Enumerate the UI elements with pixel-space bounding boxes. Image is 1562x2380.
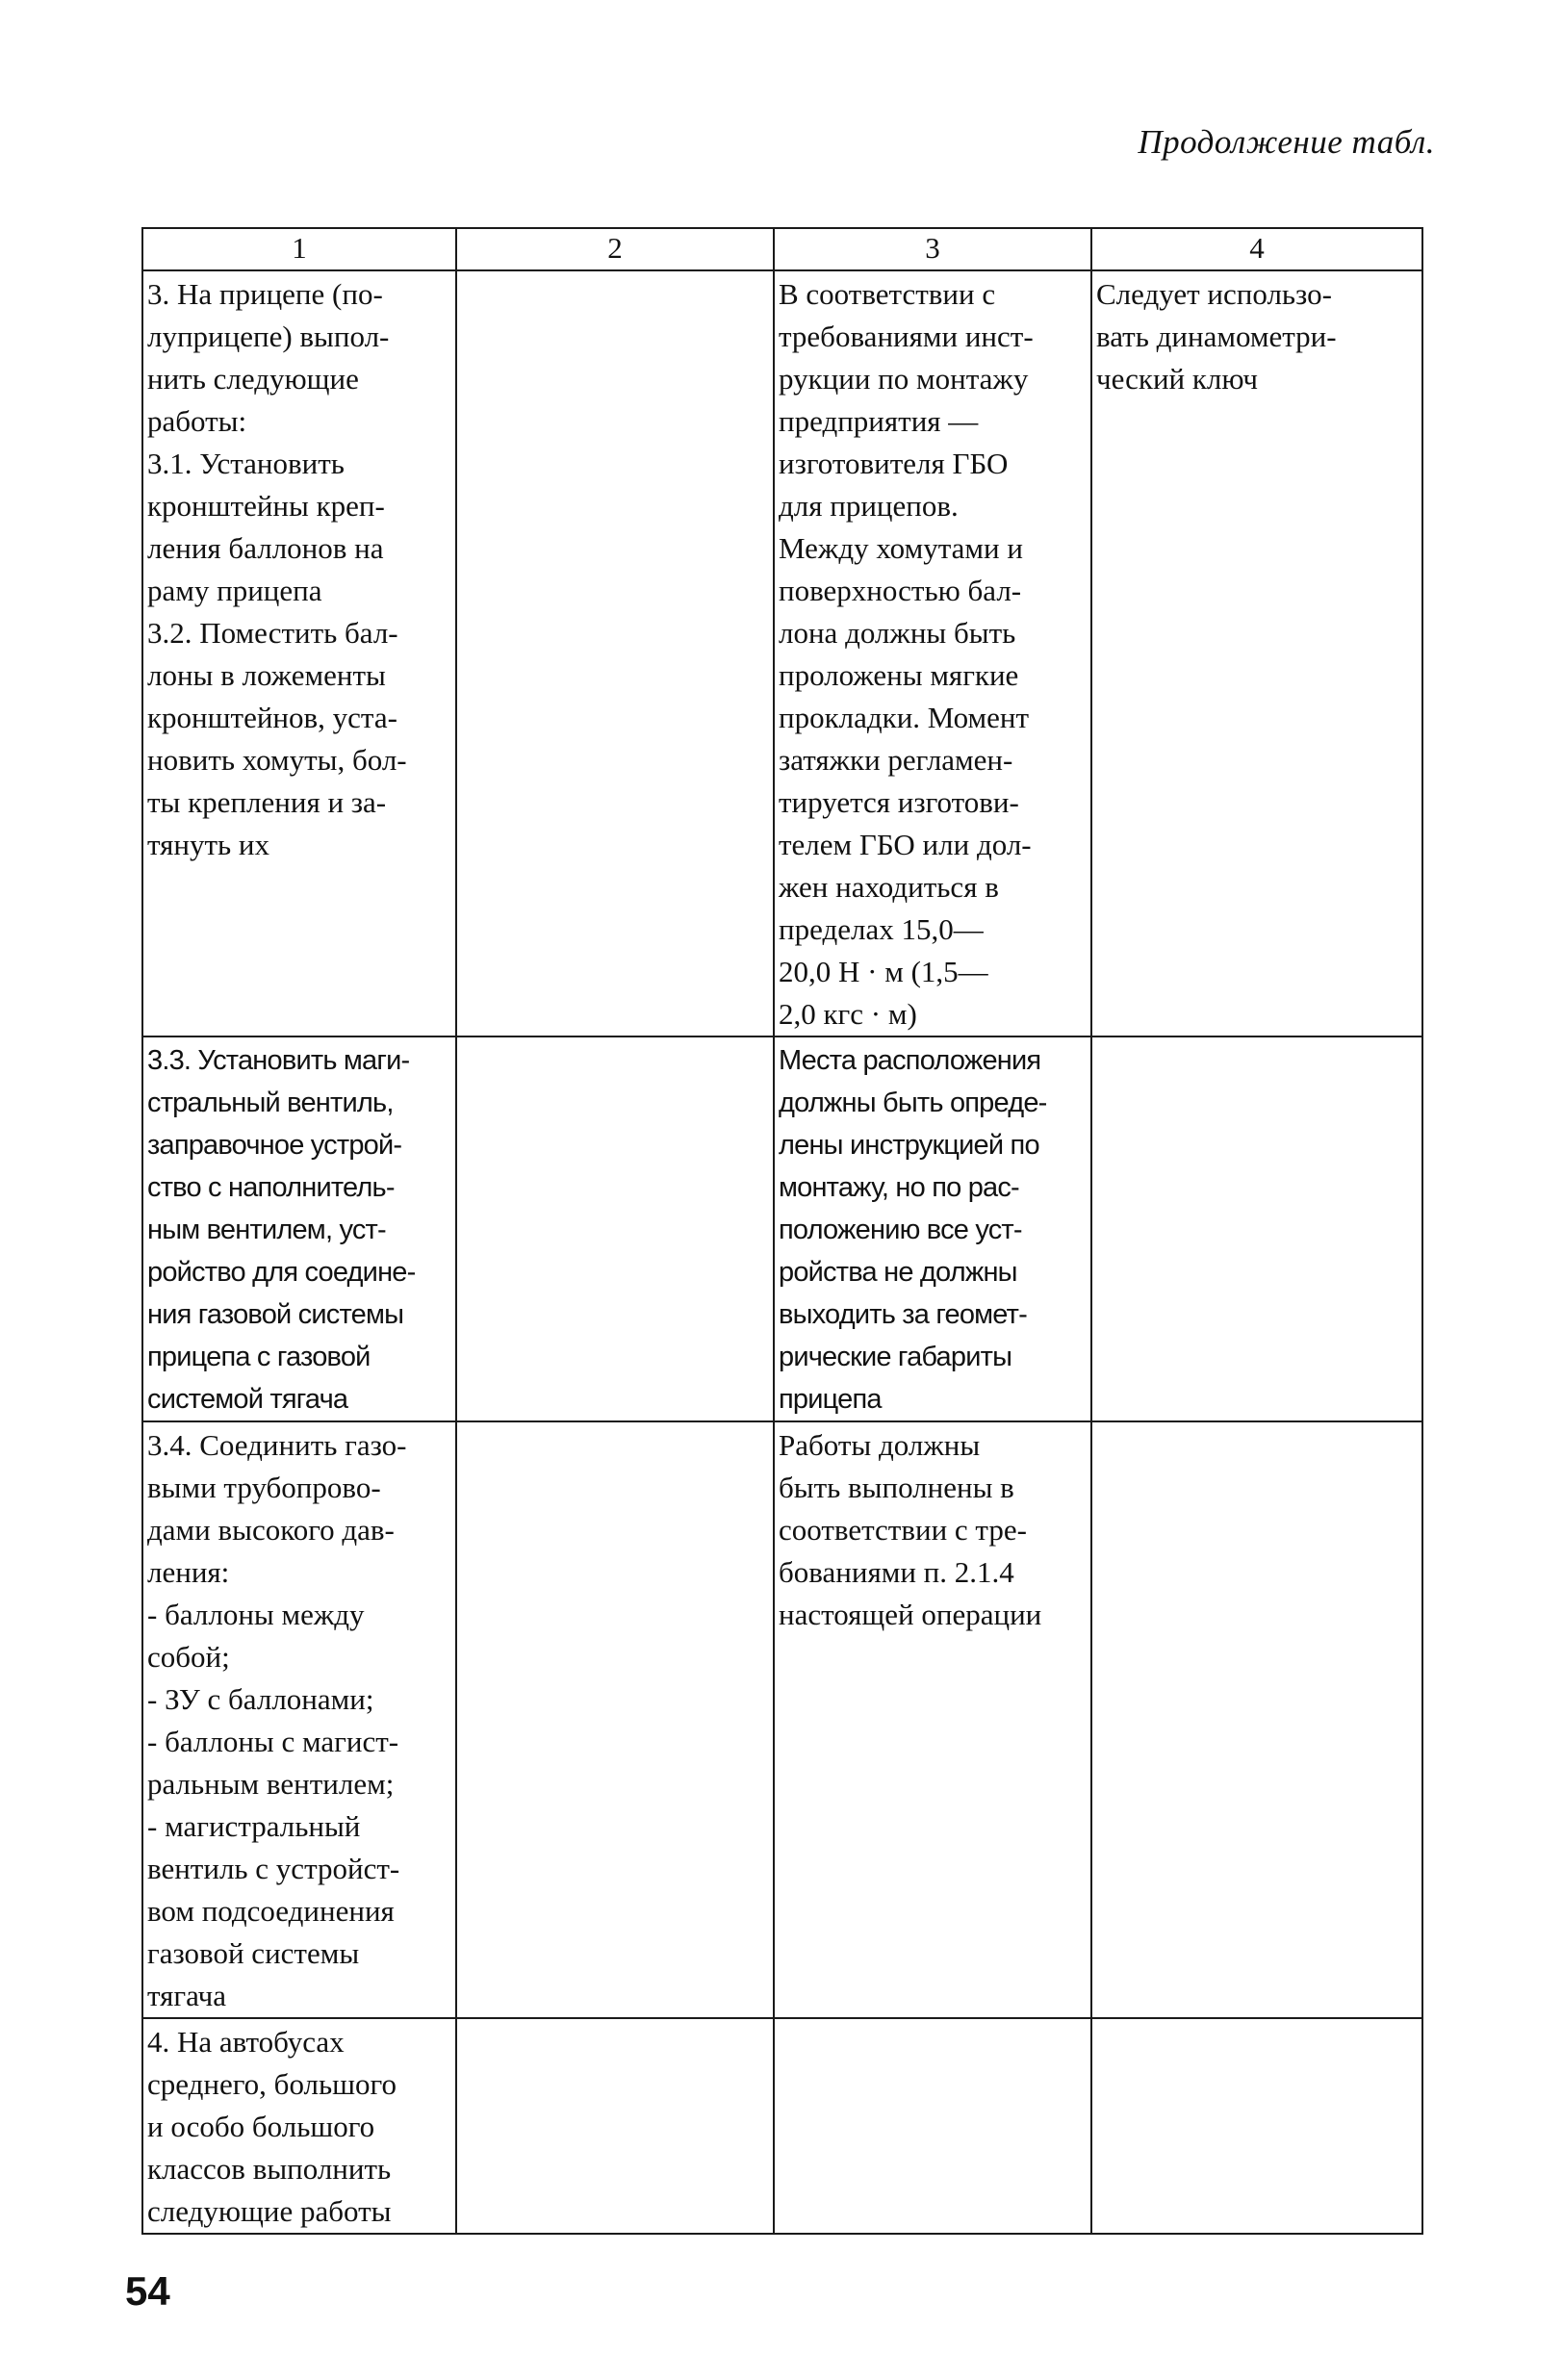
header-col-3: 3 [774,228,1091,270]
operation-cell: 3.3. Установить маги- стральный вентиль, заправочное устрой- ство с наполнитель- ным вентилем, уст- ройство для соедине- ния газовой системы прицепа с газовой системой тягача [142,1036,456,1421]
operations-table [141,227,1423,2235]
requirements-cell: Работы должны быть выполнены в соответствии с тре- бованиями п. 2.1.4 настоящей операции [774,1421,1091,2018]
operation-cell: 3.4. Соединить газо- выми трубопрово- дами высокого дав- ления: - баллоны между собой; - ЗУ с баллонами; - баллоны с магист- ральным вентилем; - магистральный вентиль с устройст- вом подсоединения газовой системы тягача [142,1421,456,2018]
notes-cell [1091,1421,1422,2018]
table-row [142,270,1422,1036]
operation-cell: 3. На прицепе (по- луприцепе) выпол- нить следующие работы: 3.1. Установить кронштейны креп- ления баллонов на раму прицепа 3.2. Поместить бал- лоны в ложементы кронштейнов, уста- новить хомуты, бол- ты крепления и за- тянуть их [142,270,456,1036]
table-row [142,1036,1422,1421]
requirements-cell: Места расположения должны быть опреде- лены инструкцией по монтажу, но по рас- положению все уст- ройства не должны выходить за геомет- рические габариты прицепа [774,1036,1091,1421]
table-row [142,2018,1422,2234]
notes-cell: Следует использо- вать динамометри- ческий ключ [1091,270,1422,1036]
column-2-cell [456,1036,774,1421]
header-col-2: 2 [456,228,774,270]
notes-cell [1091,1036,1422,1421]
operation-cell: 4. На автобусах среднего, большого и особо большого классов выполнить следующие работы [142,2018,456,2234]
table-header-row [142,228,1422,270]
column-2-cell [456,1421,774,2018]
column-2-cell [456,270,774,1036]
header-col-4: 4 [1091,228,1422,270]
column-2-cell [456,2018,774,2234]
requirements-cell: В соответствии с требованиями инст- рукции по монтажу предприятия — изготовителя ГБО для прицепов. Между хомутами и поверхностью бал- лона должны быть проложены мягкие прокладки. Момент затяжки регламен- тируется изготови- телем ГБО или дол- жен находиться в пределах 15,0— 20,0 Н · м (1,5— 2,0 кгс · м) [774,270,1091,1036]
page-number: 54 [125,2268,170,2314]
requirements-cell [774,2018,1091,2234]
header-col-1: 1 [142,228,456,270]
notes-cell [1091,2018,1422,2234]
table-row [142,1421,1422,2018]
table-continuation-caption: Продолжение табл. [1138,123,1435,161]
